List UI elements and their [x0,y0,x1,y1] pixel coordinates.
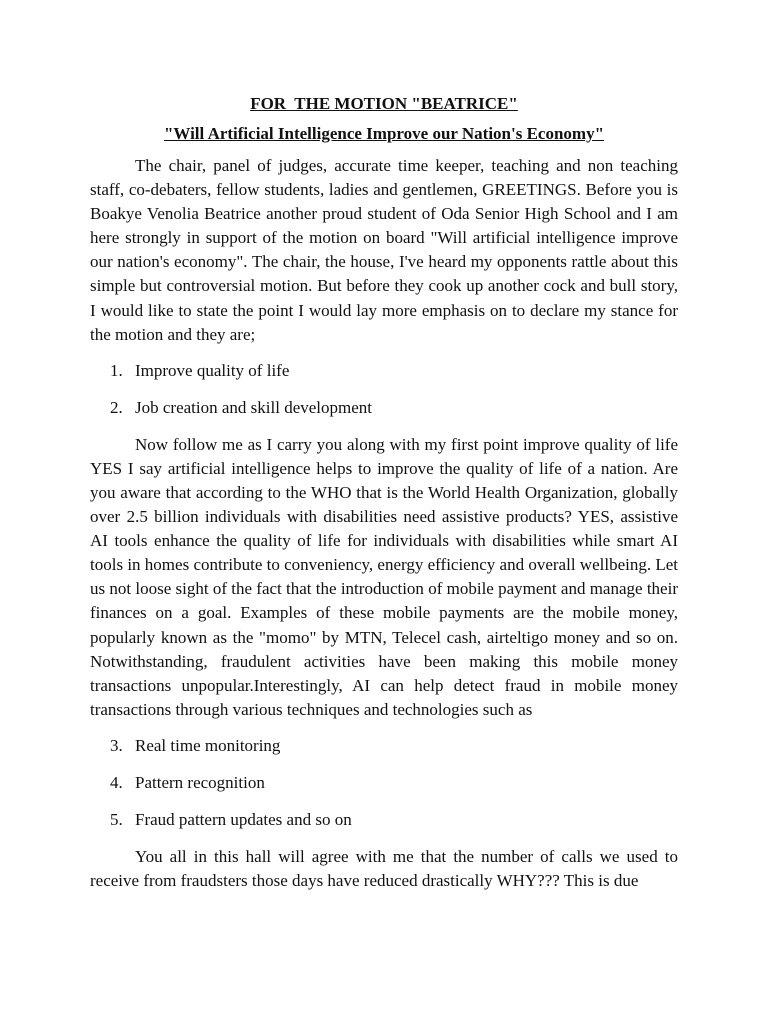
list-item-text: Improve quality of life [135,360,290,380]
list-item-number: 5. [110,809,123,829]
list-item-number: 2. [110,397,123,417]
paragraph-first-point-text: Now follow me as I carry you along with my first point improve quality of life YES I say artificial intelligence helps to improve the quality of life of a nation. Are you aware that according to the WHO that is the World Health Organization, globally over 2.5 billion individuals with disabilities need assistive products? YES, assistive AI tools enhance the quality of life for individuals with disabilities while smart AI tools in homes contribute to conveniency, energy efficiency and overall wellbeing. Let us not loose sight of the fact that the introduction of mobile payment and manage their finances on a goal. Examples of these mobile payments are the mobile money, popularly known as the "momo" by MTN, Telecel cash, airteltigo money and so on. Notwithstanding, fraudulent activities have been making this mobile money transactions unpopular.Interestingly, AI can help detect fraud in mobile money transactions through various techniques and technologies such as [90,434,678,719]
list-item [90,396,678,420]
list-item-text: Job creation and skill development [135,397,372,417]
document-page [90,92,678,905]
document-title: FOR THE MOTION "BEATRICE" [250,94,518,113]
list-item-number: 4. [110,772,123,792]
list-item [90,359,678,383]
list-item-number: 3. [110,735,123,755]
list-item [90,808,678,832]
paragraph-closing-text: You all in this hall will agree with me that the number of calls we used to receive from fraudsters those days have reduced drastically WHY??? This is due [90,846,678,890]
list-item-text: Fraud pattern updates and so on [135,809,352,829]
list-item-text: Real time monitoring [135,735,281,755]
list-item-number: 1. [110,360,123,380]
techniques-list [90,734,678,832]
paragraph-intro [90,154,678,347]
paragraph-intro-text: The chair, panel of judges, accurate time keeper, teaching and non teaching staff, co-debaters, fellow students, ladies and gentlemen, GREETINGS. Before you is Boakye Venolia Beatrice another proud student of Oda Senior High School and I am here strongly in support of the motion on board "Will artificial intelligence improve our nation's economy". The chair, the house, I've heard my opponents rattle about this simple but controversial motion. But before they cook up another cock and bull story, I would like to state the point I would lay more emphasis on to declare my stance for the motion and they are; [90,156,678,344]
list-item [90,771,678,795]
document-subtitle: "Will Artificial Intelligence Improve our Nation's Economy" [163,124,605,143]
points-list [90,359,678,420]
paragraph-first-point [90,433,678,722]
paragraph-closing [90,845,678,893]
list-item-text: Pattern recognition [135,772,265,792]
list-item [90,734,678,758]
